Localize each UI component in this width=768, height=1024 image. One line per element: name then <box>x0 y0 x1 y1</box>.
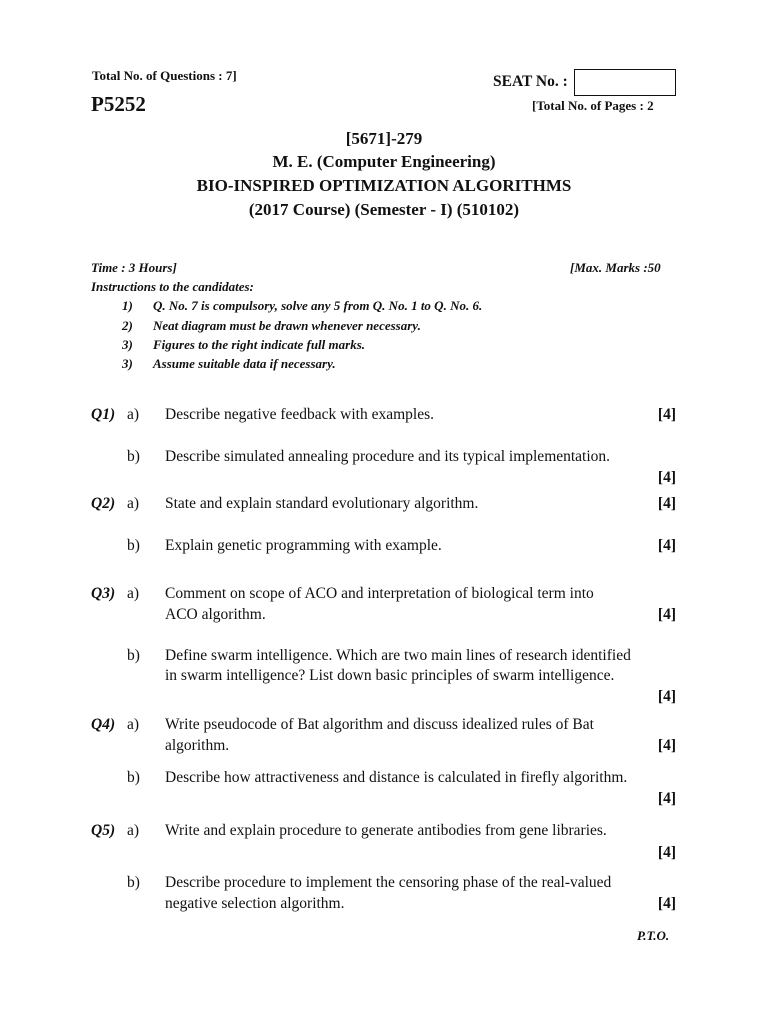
part-letter: a) <box>127 495 140 512</box>
question-label-q1: Q1) <box>91 406 116 423</box>
part-letter: b) <box>127 448 140 465</box>
time-info: Time : 3 Hours] <box>91 260 177 275</box>
marks: [4] <box>657 406 676 423</box>
question-text: Write pseudocode of Bat algorithm and discuss idealized rules of Bat <box>165 716 594 733</box>
subject-title: BIO-INSPIRED OPTIMIZATION ALGORITHMS <box>196 176 572 195</box>
instruction-text: Figures to the right indicate full marks. <box>153 337 366 352</box>
question-text: Describe procedure to implement the censoring phase of the real-valued <box>165 874 612 891</box>
part-letter: b) <box>127 874 140 891</box>
marks: [4] <box>657 537 676 554</box>
question-text: Write and explain procedure to generate antibodies from gene libraries. <box>165 822 607 839</box>
question-text: Define swarm intelligence. Which are two main lines of research identified <box>165 647 631 664</box>
question-text: Describe negative feedback with examples. <box>165 406 434 423</box>
instruction-text: Neat diagram must be drawn whenever necessary. <box>153 318 421 333</box>
instruction-number: 3) <box>122 356 133 371</box>
question-text: Comment on scope of ACO and interpretation of biological term into <box>165 585 594 602</box>
marks: [4] <box>657 495 676 512</box>
max-marks: [Max. Marks :50 <box>570 260 661 275</box>
question-text: Describe simulated annealing procedure and its typical implementation. <box>165 448 611 465</box>
instruction-text: Assume suitable data if necessary. <box>153 356 336 371</box>
instruction-number: 3) <box>122 337 133 352</box>
marks: [4] <box>657 895 676 912</box>
exam-code: [5671]-279 <box>345 129 423 148</box>
marks: [4] <box>657 737 676 754</box>
part-letter: b) <box>127 769 140 786</box>
seat-number-box[interactable] <box>574 69 676 96</box>
part-letter: b) <box>127 537 140 554</box>
instruction-number: 2) <box>122 318 133 333</box>
paper-code: P5252 <box>91 92 146 116</box>
question-text: negative selection algorithm. <box>165 895 345 912</box>
seat-label: SEAT No. : <box>493 73 568 90</box>
part-letter: b) <box>127 647 140 664</box>
question-label-q2: Q2) <box>91 495 116 512</box>
marks: [4] <box>657 606 676 623</box>
question-text: State and explain standard evolutionary algorithm. <box>165 495 479 512</box>
total-questions: Total No. of Questions : 7] <box>92 68 237 83</box>
course-title: (2017 Course) (Semester - I) (510102) <box>248 200 520 219</box>
part-letter: a) <box>127 822 140 839</box>
marks: [4] <box>657 844 676 861</box>
part-letter: a) <box>127 585 140 602</box>
question-text: algorithm. <box>165 737 230 754</box>
question-label-q4: Q4) <box>91 716 116 733</box>
marks: [4] <box>657 469 676 486</box>
part-letter: a) <box>127 716 140 733</box>
part-letter: a) <box>127 406 140 423</box>
total-pages: [Total No. of Pages : 2 <box>532 98 654 113</box>
question-label-q5: Q5) <box>91 822 116 839</box>
marks: [4] <box>657 688 676 705</box>
question-label-q3: Q3) <box>91 585 116 602</box>
question-text: ACO algorithm. <box>165 606 266 623</box>
question-text: Describe how attractiveness and distance is calculated in firefly algorithm. <box>165 769 628 786</box>
instruction-number: 1) <box>122 298 133 313</box>
degree-title: M. E. (Computer Engineering) <box>272 152 496 171</box>
question-text: Explain genetic programming with example. <box>165 537 442 554</box>
marks: [4] <box>657 790 676 807</box>
pto-note: P.T.O. <box>637 928 670 943</box>
instruction-text: Q. No. 7 is compulsory, solve any 5 from Q. No. 1 to Q. No. 6. <box>153 298 483 313</box>
instructions-heading: Instructions to the candidates: <box>91 279 254 294</box>
question-text: in swarm intelligence? List down basic principles of swarm intelligence. <box>165 667 615 684</box>
